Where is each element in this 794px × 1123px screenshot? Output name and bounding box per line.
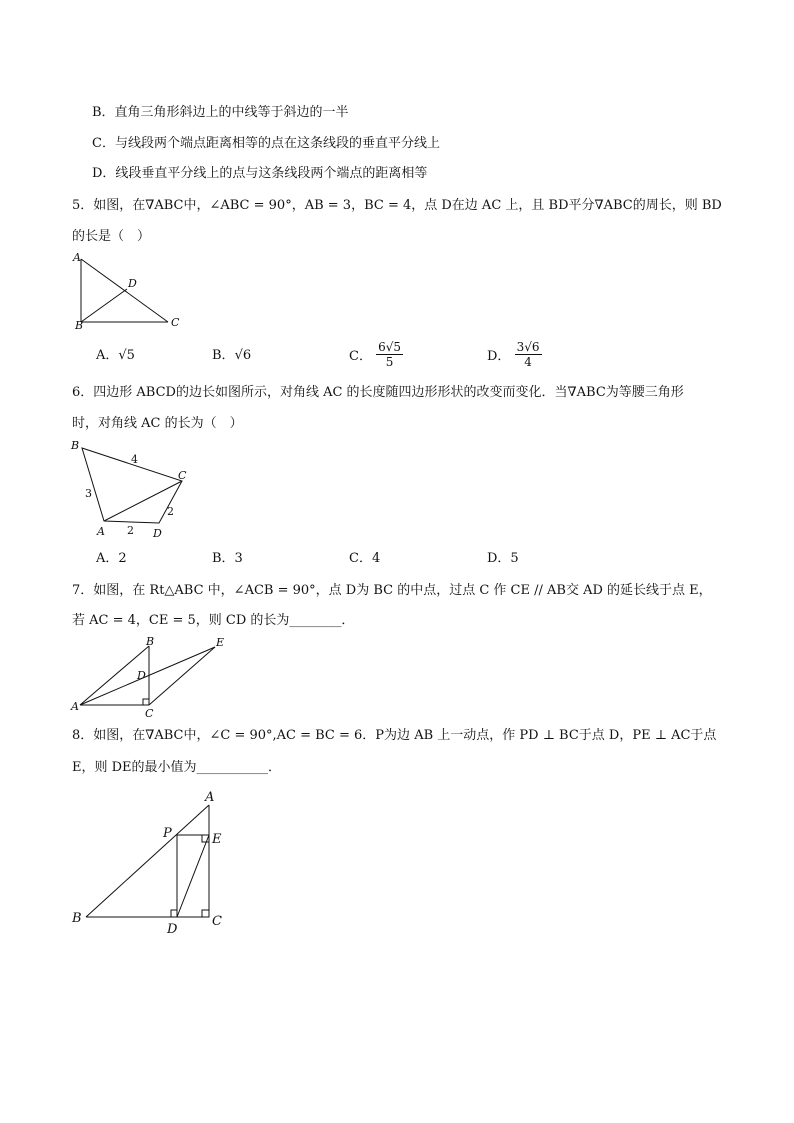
q7-label-c: C	[145, 707, 154, 720]
q5-label-c: C	[171, 316, 180, 329]
q8-label-e: E	[212, 832, 222, 847]
q5-option-c-denominator: 5	[385, 355, 394, 369]
q5-option-d-denominator: 4	[524, 355, 532, 369]
q8-label-d: D	[167, 922, 178, 937]
q5-stem-line2: 的长是（ ）	[72, 229, 151, 244]
q5-label-d: D	[128, 277, 137, 290]
q8-figure	[66, 787, 236, 937]
q6-label-a: A	[97, 525, 105, 538]
q6-option-d: D．5	[487, 551, 519, 566]
q8-label-b: B	[72, 911, 82, 926]
option-d-text: D．线段垂直平分线上的点与这条线段两个端点的距离相等	[92, 166, 428, 181]
q6-option-c: C．4	[349, 551, 381, 566]
q5-option-b-label: B．	[212, 348, 235, 363]
q6-figure	[68, 437, 198, 541]
q5-option-a	[96, 348, 135, 364]
q6-label-d: D	[153, 527, 162, 540]
q6-label-side-cd: 2	[167, 505, 174, 518]
q6-stem-line2: 时，对角线 AC 的长为（ ）	[72, 416, 243, 431]
q5-option-c-label: C．	[349, 349, 372, 364]
q5-option-a-label: A．	[96, 348, 119, 363]
q8-label-a: A	[205, 790, 215, 805]
q5-option-c	[349, 340, 403, 369]
q5-option-d-numerator: 3√6	[516, 340, 540, 354]
q6-stem-line1: 6．四边形 ABCD的边长如图所示，对角线 AC 的长度随四边形形状的改变而变化．当∇ABC为等腰三角形	[72, 385, 684, 400]
q5-label-b: B	[75, 319, 84, 332]
option-b-text: B．直角三角形斜边上的中线等于斜边的一半	[92, 105, 349, 120]
q6-label-side-ab: 3	[85, 487, 92, 500]
q6-option-b: B．3	[212, 551, 243, 566]
q7-label-d: D	[137, 669, 146, 682]
q6-label-c: C	[178, 469, 187, 482]
q7-stem-line1: 7．如图，在 Rt△ABC 中，∠ACB = 90°，点 D为 BC 的中点，过点 C 作 CE // AB交 AD 的延长线于点 E，	[72, 583, 712, 598]
q6-option-a: A．2	[96, 551, 127, 566]
q7-figure	[68, 637, 233, 719]
q5-option-d	[487, 340, 542, 369]
q5-option-c-fraction	[376, 340, 403, 369]
q7-stem-line2: 若 AC = 4，CE = 5，则 CD 的长为________．	[72, 613, 355, 628]
q5-option-d-label: D．	[487, 349, 511, 364]
q5-figure	[70, 252, 190, 332]
q5-option-d-fraction	[515, 340, 542, 369]
q5-label-a: A	[73, 251, 81, 264]
q8-label-c: C	[212, 914, 222, 929]
q8-stem-line1: 8．如图，在∇ABC中，∠C = 90°,AC = BC = 6．P为边 AB 上一动点，作 PD ⊥ BC于点 D，PE ⊥ AC于点	[72, 728, 717, 743]
q6-label-side-da: 2	[127, 524, 134, 537]
q7-label-a: A	[71, 700, 79, 713]
q8-stem-line2: E，则 DE的最小值为___________．	[72, 760, 282, 775]
q6-label-b: B	[71, 439, 80, 452]
q5-option-c-numerator: 6√5	[378, 340, 402, 354]
q5-stem-line1: 5．如图，在∇ABC中，∠ABC = 90°，AB = 3，BC = 4，点 D在边 AC 上，且 BD平分∇ABC的周长，则 BD	[72, 198, 722, 213]
q7-label-e: E	[216, 636, 225, 649]
q7-label-b: B	[146, 635, 155, 648]
q5-option-b-value: √6	[234, 348, 252, 363]
q5-option-a-value: √5	[118, 348, 135, 363]
q8-label-p: P	[163, 826, 172, 841]
q5-option-b	[212, 348, 251, 364]
q6-label-side-bc: 4	[131, 453, 138, 466]
option-c-text: C．与线段两个端点距离相等的点在这条线段的垂直平分线上	[92, 136, 440, 151]
